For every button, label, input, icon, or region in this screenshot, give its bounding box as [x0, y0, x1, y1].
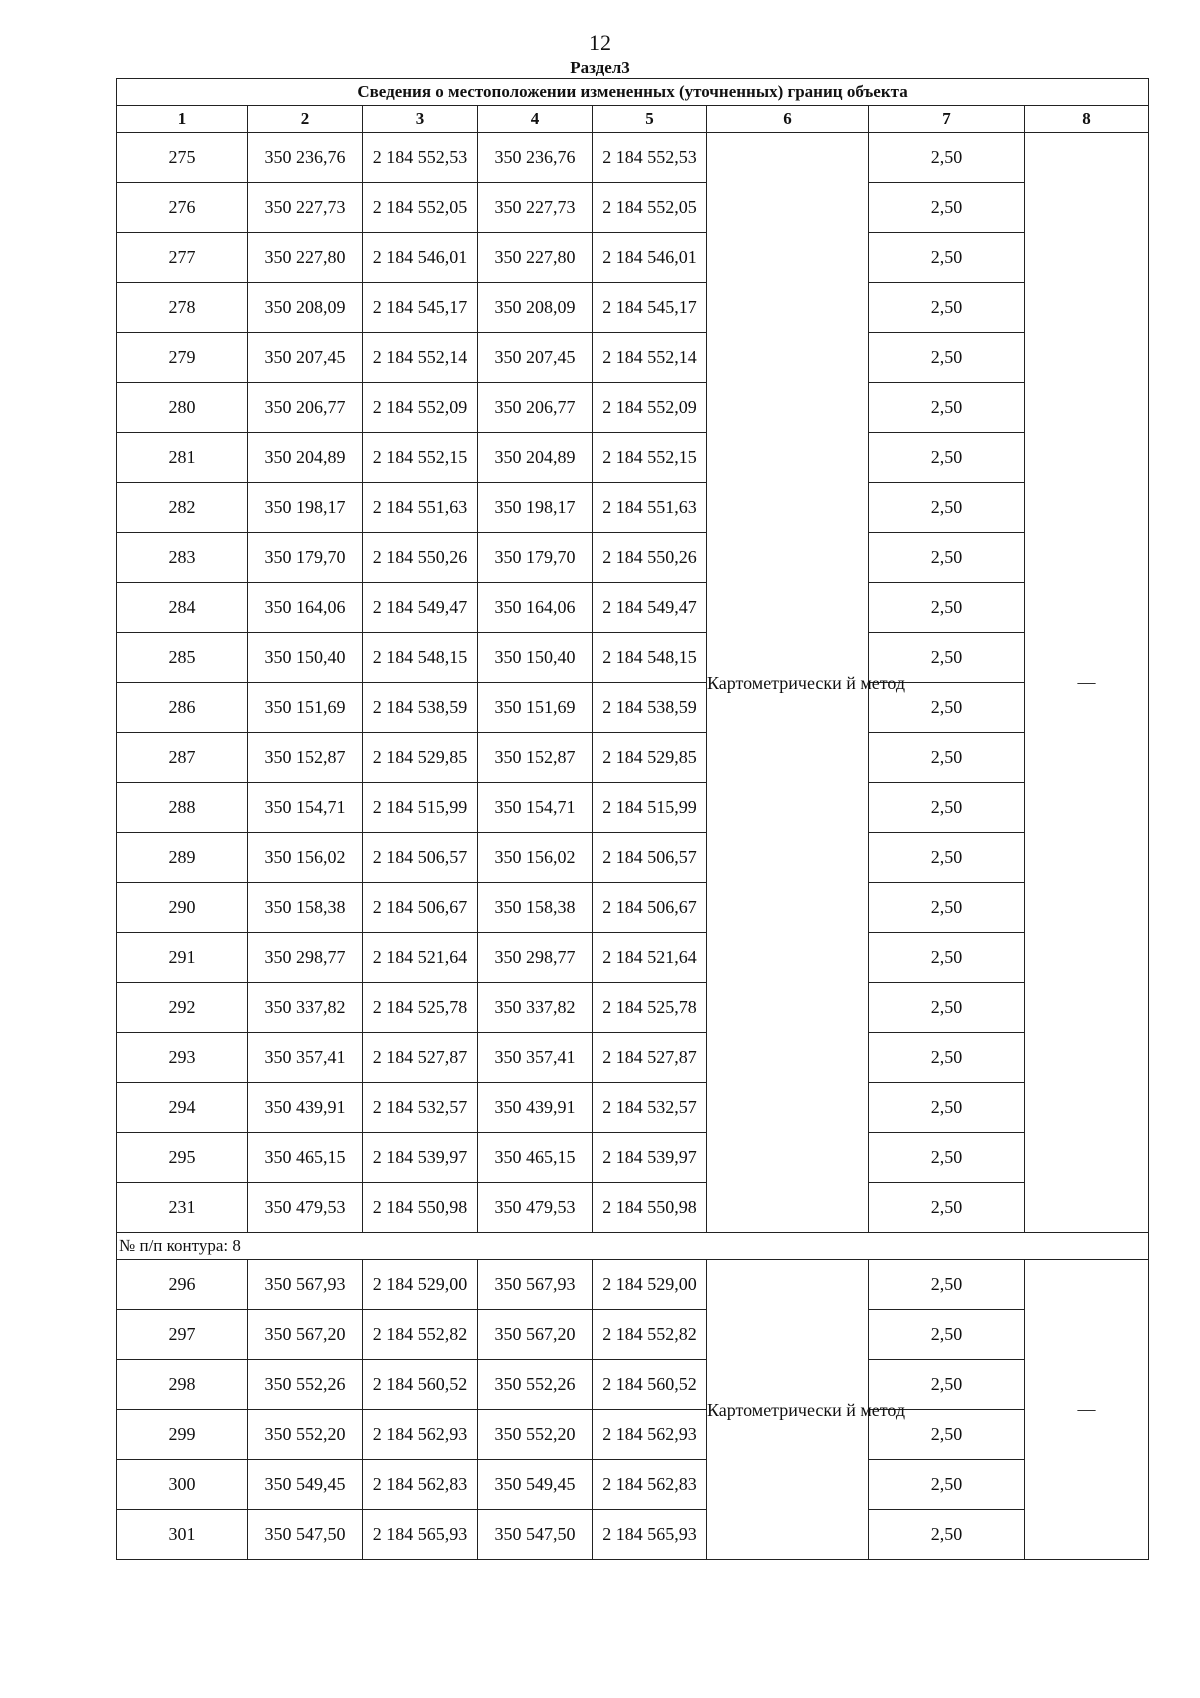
y-coordinate-existing: 2 184 565,93: [363, 1510, 478, 1560]
point-number: 283: [117, 533, 248, 583]
table-row: [117, 583, 1149, 633]
table-row: [117, 483, 1149, 533]
x-coordinate-existing: 350 151,69: [248, 683, 363, 733]
accuracy-value: 2,50: [869, 1360, 1025, 1410]
table-row: [117, 1260, 1149, 1310]
point-number: 297: [117, 1310, 248, 1360]
y-coordinate-refined: 2 184 529,00: [593, 1260, 707, 1310]
section-title: Раздел3: [570, 58, 630, 77]
y-coordinate-existing: 2 184 527,87: [363, 1033, 478, 1083]
accuracy-value: 2,50: [869, 583, 1025, 633]
y-coordinate-existing: 2 184 506,57: [363, 833, 478, 883]
table-row: [117, 1410, 1149, 1460]
y-coordinate-refined: 2 184 550,26: [593, 533, 707, 583]
x-coordinate-refined: 350 150,40: [478, 633, 593, 683]
point-number: 285: [117, 633, 248, 683]
y-coordinate-refined: 2 184 515,99: [593, 783, 707, 833]
point-number: 294: [117, 1083, 248, 1133]
determination-method: Картометрически й метод: [707, 1260, 869, 1560]
accuracy-value: 2,50: [869, 1310, 1025, 1360]
table-row: [117, 183, 1149, 233]
column-8-dash: —: [1025, 133, 1149, 1233]
x-coordinate-existing: 350 227,80: [248, 233, 363, 283]
column-number: 4: [478, 106, 593, 133]
point-number: 276: [117, 183, 248, 233]
table-row: [117, 1183, 1149, 1233]
accuracy-value: 2,50: [869, 133, 1025, 183]
column-number: 3: [363, 106, 478, 133]
point-number: 281: [117, 433, 248, 483]
y-coordinate-refined: 2 184 545,17: [593, 283, 707, 333]
x-coordinate-refined: 350 567,93: [478, 1260, 593, 1310]
table-row: [117, 983, 1149, 1033]
y-coordinate-existing: 2 184 532,57: [363, 1083, 478, 1133]
point-number: 289: [117, 833, 248, 883]
x-coordinate-existing: 350 479,53: [248, 1183, 363, 1233]
column-number: 1: [117, 106, 248, 133]
x-coordinate-refined: 350 567,20: [478, 1310, 593, 1360]
y-coordinate-existing: 2 184 552,53: [363, 133, 478, 183]
x-coordinate-existing: 350 206,77: [248, 383, 363, 433]
table-row: [117, 1133, 1149, 1183]
point-number: 301: [117, 1510, 248, 1560]
y-coordinate-refined: 2 184 546,01: [593, 233, 707, 283]
column-number: 7: [869, 106, 1025, 133]
x-coordinate-refined: 350 439,91: [478, 1083, 593, 1133]
y-coordinate-refined: 2 184 549,47: [593, 583, 707, 633]
accuracy-value: 2,50: [869, 1410, 1025, 1460]
point-number: 275: [117, 133, 248, 183]
accuracy-value: 2,50: [869, 1033, 1025, 1083]
point-number: 231: [117, 1183, 248, 1233]
point-number: 298: [117, 1360, 248, 1410]
y-coordinate-existing: 2 184 525,78: [363, 983, 478, 1033]
x-coordinate-refined: 350 164,06: [478, 583, 593, 633]
y-coordinate-existing: 2 184 552,05: [363, 183, 478, 233]
accuracy-value: 2,50: [869, 1183, 1025, 1233]
point-number: 288: [117, 783, 248, 833]
y-coordinate-refined: 2 184 562,93: [593, 1410, 707, 1460]
x-coordinate-refined: 350 298,77: [478, 933, 593, 983]
column-number: 5: [593, 106, 707, 133]
accuracy-value: 2,50: [869, 833, 1025, 883]
x-coordinate-refined: 350 151,69: [478, 683, 593, 733]
y-coordinate-existing: 2 184 550,98: [363, 1183, 478, 1233]
y-coordinate-refined: 2 184 538,59: [593, 683, 707, 733]
accuracy-value: 2,50: [869, 983, 1025, 1033]
y-coordinate-existing: 2 184 550,26: [363, 533, 478, 583]
table-row: [117, 1310, 1149, 1360]
y-coordinate-refined: 2 184 506,57: [593, 833, 707, 883]
table-row: [117, 1460, 1149, 1510]
y-coordinate-refined: 2 184 527,87: [593, 1033, 707, 1083]
x-coordinate-existing: 350 567,93: [248, 1260, 363, 1310]
x-coordinate-refined: 350 337,82: [478, 983, 593, 1033]
x-coordinate-refined: 350 227,80: [478, 233, 593, 283]
accuracy-value: 2,50: [869, 383, 1025, 433]
y-coordinate-refined: 2 184 562,83: [593, 1460, 707, 1510]
table-row: [117, 633, 1149, 683]
x-coordinate-refined: 350 227,73: [478, 183, 593, 233]
y-coordinate-existing: 2 184 560,52: [363, 1360, 478, 1410]
point-number: 296: [117, 1260, 248, 1310]
y-coordinate-existing: 2 184 562,83: [363, 1460, 478, 1510]
x-coordinate-existing: 350 552,26: [248, 1360, 363, 1410]
x-coordinate-existing: 350 236,76: [248, 133, 363, 183]
point-number: 279: [117, 333, 248, 383]
y-coordinate-refined: 2 184 552,05: [593, 183, 707, 233]
y-coordinate-refined: 2 184 560,52: [593, 1360, 707, 1410]
x-coordinate-existing: 350 154,71: [248, 783, 363, 833]
point-number: 291: [117, 933, 248, 983]
x-coordinate-existing: 350 179,70: [248, 533, 363, 583]
coordinates-table: [116, 78, 1149, 1560]
x-coordinate-refined: 350 154,71: [478, 783, 593, 833]
accuracy-value: 2,50: [869, 483, 1025, 533]
point-number: 287: [117, 733, 248, 783]
y-coordinate-refined: 2 184 552,14: [593, 333, 707, 383]
x-coordinate-existing: 350 567,20: [248, 1310, 363, 1360]
table-row: [117, 833, 1149, 883]
accuracy-value: 2,50: [869, 1133, 1025, 1183]
table-row: [117, 683, 1149, 733]
x-coordinate-existing: 350 547,50: [248, 1510, 363, 1560]
x-coordinate-refined: 350 207,45: [478, 333, 593, 383]
table-caption: Сведения о местоположении измененных (уточненных) границ объекта: [117, 79, 1149, 106]
table-row: [117, 1033, 1149, 1083]
y-coordinate-refined: 2 184 550,98: [593, 1183, 707, 1233]
table-row: [117, 433, 1149, 483]
table-caption-row: [117, 79, 1149, 106]
table-row: [117, 333, 1149, 383]
x-coordinate-existing: 350 227,73: [248, 183, 363, 233]
y-coordinate-existing: 2 184 552,14: [363, 333, 478, 383]
accuracy-value: 2,50: [869, 883, 1025, 933]
point-number: 278: [117, 283, 248, 333]
x-coordinate-refined: 350 549,45: [478, 1460, 593, 1510]
accuracy-value: 2,50: [869, 633, 1025, 683]
y-coordinate-existing: 2 184 549,47: [363, 583, 478, 633]
table-row: [117, 533, 1149, 583]
table-row: [117, 133, 1149, 183]
y-coordinate-existing: 2 184 552,15: [363, 433, 478, 483]
table-row: [117, 233, 1149, 283]
y-coordinate-existing: 2 184 538,59: [363, 683, 478, 733]
table-row: [117, 933, 1149, 983]
point-number: 282: [117, 483, 248, 533]
accuracy-value: 2,50: [869, 433, 1025, 483]
accuracy-value: 2,50: [869, 333, 1025, 383]
x-coordinate-existing: 350 357,41: [248, 1033, 363, 1083]
y-coordinate-existing: 2 184 545,17: [363, 283, 478, 333]
point-number: 277: [117, 233, 248, 283]
y-coordinate-existing: 2 184 552,82: [363, 1310, 478, 1360]
y-coordinate-existing: 2 184 539,97: [363, 1133, 478, 1183]
column-number-row: [117, 106, 1149, 133]
x-coordinate-refined: 350 465,15: [478, 1133, 593, 1183]
y-coordinate-existing: 2 184 506,67: [363, 883, 478, 933]
column-number: 2: [248, 106, 363, 133]
x-coordinate-refined: 350 198,17: [478, 483, 593, 533]
point-number: 299: [117, 1410, 248, 1460]
column-number: 8: [1025, 106, 1149, 133]
x-coordinate-refined: 350 357,41: [478, 1033, 593, 1083]
x-coordinate-refined: 350 552,20: [478, 1410, 593, 1460]
accuracy-value: 2,50: [869, 933, 1025, 983]
point-number: 292: [117, 983, 248, 1033]
x-coordinate-existing: 350 465,15: [248, 1133, 363, 1183]
y-coordinate-refined: 2 184 565,93: [593, 1510, 707, 1560]
y-coordinate-refined: 2 184 548,15: [593, 633, 707, 683]
table-row: [117, 733, 1149, 783]
table-row: [117, 1083, 1149, 1133]
y-coordinate-refined: 2 184 525,78: [593, 983, 707, 1033]
x-coordinate-existing: 350 208,09: [248, 283, 363, 333]
x-coordinate-existing: 350 552,20: [248, 1410, 363, 1460]
point-number: 290: [117, 883, 248, 933]
y-coordinate-refined: 2 184 552,53: [593, 133, 707, 183]
accuracy-value: 2,50: [869, 733, 1025, 783]
y-coordinate-refined: 2 184 551,63: [593, 483, 707, 533]
y-coordinate-existing: 2 184 521,64: [363, 933, 478, 983]
page-number: 12: [589, 30, 611, 55]
x-coordinate-refined: 350 179,70: [478, 533, 593, 583]
x-coordinate-refined: 350 156,02: [478, 833, 593, 883]
y-coordinate-refined: 2 184 532,57: [593, 1083, 707, 1133]
point-number: 284: [117, 583, 248, 633]
table-row: [117, 283, 1149, 333]
x-coordinate-refined: 350 552,26: [478, 1360, 593, 1410]
x-coordinate-existing: 350 549,45: [248, 1460, 363, 1510]
y-coordinate-refined: 2 184 506,67: [593, 883, 707, 933]
table-row: [117, 1510, 1149, 1560]
table-body: [117, 79, 1149, 1560]
point-number: 300: [117, 1460, 248, 1510]
x-coordinate-refined: 350 208,09: [478, 283, 593, 333]
table-row: [117, 883, 1149, 933]
x-coordinate-existing: 350 298,77: [248, 933, 363, 983]
point-number: 295: [117, 1133, 248, 1183]
x-coordinate-refined: 350 158,38: [478, 883, 593, 933]
y-coordinate-existing: 2 184 546,01: [363, 233, 478, 283]
y-coordinate-existing: 2 184 552,09: [363, 383, 478, 433]
accuracy-value: 2,50: [869, 783, 1025, 833]
x-coordinate-refined: 350 547,50: [478, 1510, 593, 1560]
x-coordinate-refined: 350 206,77: [478, 383, 593, 433]
accuracy-value: 2,50: [869, 1083, 1025, 1133]
y-coordinate-existing: 2 184 551,63: [363, 483, 478, 533]
determination-method: Картометрически й метод: [707, 133, 869, 1233]
point-number: 280: [117, 383, 248, 433]
accuracy-value: 2,50: [869, 1510, 1025, 1560]
x-coordinate-refined: 350 236,76: [478, 133, 593, 183]
accuracy-value: 2,50: [869, 683, 1025, 733]
x-coordinate-existing: 350 207,45: [248, 333, 363, 383]
accuracy-value: 2,50: [869, 533, 1025, 583]
contour-label-row: [117, 1233, 1149, 1260]
accuracy-value: 2,50: [869, 283, 1025, 333]
y-coordinate-refined: 2 184 539,97: [593, 1133, 707, 1183]
x-coordinate-existing: 350 439,91: [248, 1083, 363, 1133]
column-number: 6: [707, 106, 869, 133]
accuracy-value: 2,50: [869, 233, 1025, 283]
y-coordinate-refined: 2 184 552,09: [593, 383, 707, 433]
x-coordinate-refined: 350 479,53: [478, 1183, 593, 1233]
x-coordinate-refined: 350 204,89: [478, 433, 593, 483]
x-coordinate-existing: 350 198,17: [248, 483, 363, 533]
y-coordinate-existing: 2 184 529,85: [363, 733, 478, 783]
table-row: [117, 1360, 1149, 1410]
x-coordinate-existing: 350 158,38: [248, 883, 363, 933]
x-coordinate-existing: 350 164,06: [248, 583, 363, 633]
x-coordinate-existing: 350 156,02: [248, 833, 363, 883]
y-coordinate-refined: 2 184 529,85: [593, 733, 707, 783]
accuracy-value: 2,50: [869, 1260, 1025, 1310]
y-coordinate-refined: 2 184 552,15: [593, 433, 707, 483]
y-coordinate-refined: 2 184 521,64: [593, 933, 707, 983]
accuracy-value: 2,50: [869, 1460, 1025, 1510]
y-coordinate-existing: 2 184 548,15: [363, 633, 478, 683]
point-number: 293: [117, 1033, 248, 1083]
y-coordinate-refined: 2 184 552,82: [593, 1310, 707, 1360]
column-8-dash: —: [1025, 1260, 1149, 1560]
x-coordinate-existing: 350 337,82: [248, 983, 363, 1033]
table-row: [117, 383, 1149, 433]
point-number: 286: [117, 683, 248, 733]
y-coordinate-existing: 2 184 529,00: [363, 1260, 478, 1310]
x-coordinate-existing: 350 150,40: [248, 633, 363, 683]
accuracy-value: 2,50: [869, 183, 1025, 233]
x-coordinate-existing: 350 152,87: [248, 733, 363, 783]
x-coordinate-existing: 350 204,89: [248, 433, 363, 483]
x-coordinate-refined: 350 152,87: [478, 733, 593, 783]
table-row: [117, 783, 1149, 833]
contour-label: № п/п контура: 8: [117, 1233, 1149, 1260]
y-coordinate-existing: 2 184 562,93: [363, 1410, 478, 1460]
y-coordinate-existing: 2 184 515,99: [363, 783, 478, 833]
